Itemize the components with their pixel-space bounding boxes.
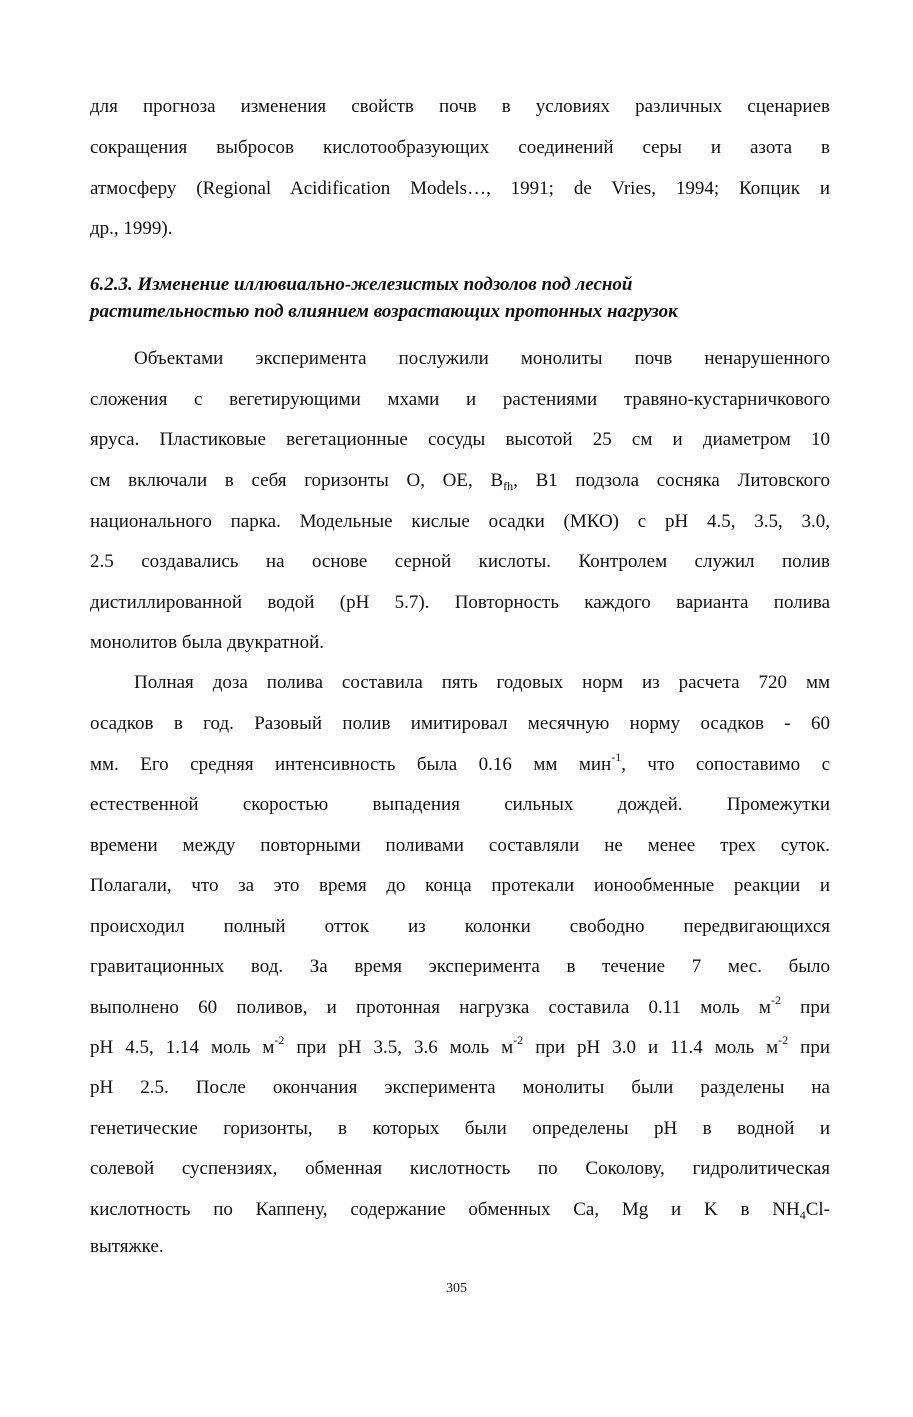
paragraph-line: солевой суспензиях, обменная кислотность по Соколову, гидролитическая (90, 1158, 830, 1179)
paragraph-line: pH 4.5, 1.14 моль $м^{-2}$ при pH 3.5, 3.6 моль $м^{-2}$ при pH 3.0 и 11.4 моль $м^{-2}$ при (90, 1033, 831, 1058)
section-heading-line: растительностью под влиянием возрастающих протонных нагрузок (90, 301, 678, 322)
paragraph-line: см включали в себя горизонты О, ОЕ, $B_{fh}$, B1 подзола сосняка Литовского (90, 470, 831, 493)
page-number: 305 (446, 1281, 467, 1296)
paragraph-line: кислотность по Каппену, содержание обменных Ca, Mg и K в $NH_4Cl-$ (90, 1199, 830, 1222)
paragraph-line: атмосферу (Regional Acidification Models…, 1991; de Vries, 1994; Копцик и (90, 178, 830, 199)
paragraph-line: мм. Его средняя интенсивность была 0.16 мм мин$^{-1}$, что сопоставимо с (90, 750, 830, 775)
paragraph-line: Полная доза полива составила пять годовых норм из расчета 720 мм (134, 672, 830, 693)
paragraph-line: сокращения выбросов кислотообразующих соединений серы и азота в (90, 137, 830, 158)
paragraph-line: гравитационных вод. За время эксперимента в течение 7 мес. было (90, 956, 830, 977)
paragraph-line: монолитов была двукратной. (90, 632, 325, 653)
paragraph-line: происходил полный отток из колонки свободно передвигающихся (90, 916, 830, 937)
paragraph-line: Полагали, что за это время до конца протекали ионообменные реакции и (90, 875, 830, 896)
paragraph-line: времени между повторными поливами составляли не менее трех суток. (90, 835, 830, 856)
paragraph-line: выполнено 60 поливов, и протонная нагрузка составила 0.11 моль $м^{-2}$ при (90, 993, 830, 1018)
section-heading-line: 6.2.3. Изменение иллювиально-железистых подзолов под лесной (90, 274, 633, 295)
paragraph-line: pH 2.5. После окончания эксперимента монолиты были разделены на (90, 1077, 830, 1098)
paragraph-line: естественной скоростью выпадения сильных дождей. Промежутки (90, 794, 830, 815)
paragraph-line: вытяжке. (90, 1236, 164, 1257)
paragraph-line: национального парка. Модельные кислые осадки (МКО) с pH 4.5, 3.5, 3.0, (90, 511, 830, 532)
paragraph-line: дистиллированной водой (pH 5.7). Повторность каждого варианта полива (90, 592, 830, 613)
paragraph-line: осадков в год. Разовый полив имитировал месячную норму осадков - 60 (90, 713, 830, 734)
paragraph-line: яруса. Пластиковые вегетационные сосуды высотой 25 см и диаметром 10 (90, 429, 830, 450)
paragraph-line: 2.5 создавались на основе серной кислоты. Контролем служил полив (90, 551, 830, 572)
paragraph-line: для прогноза изменения свойств почв в условиях различных сценариев (90, 96, 830, 117)
paragraph-line: Объектами эксперимента послужили монолиты почв ненарушенного (134, 348, 830, 369)
paragraph-line: сложения с вегетирующими мхами и растениями травяно-кустарничкового (90, 389, 830, 410)
paragraph-line: др., 1999). (90, 218, 173, 239)
paragraph-line: генетические горизонты, в которых были определены pH в водной и (90, 1118, 830, 1139)
